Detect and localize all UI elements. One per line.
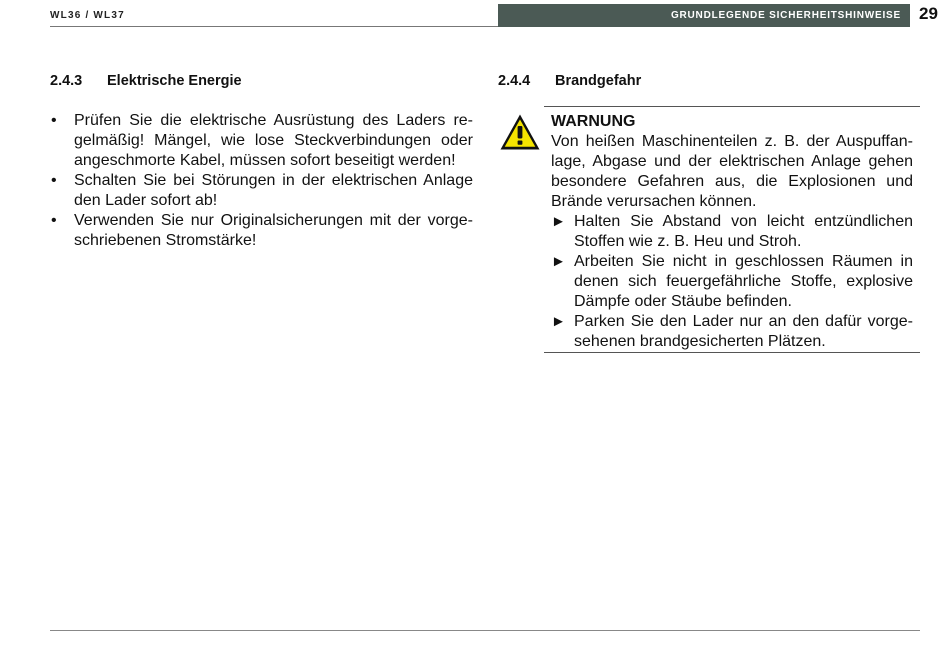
- warning-title: WARNUNG: [551, 113, 636, 130]
- action-item: [551, 312, 913, 352]
- list-item-text: Prüfen Sie die elektrische Ausrüstung des Laders regelmäßig! Mängel, wie lose Steckverbindungen oder angeschmorte Kabel, müssen sofort beseitigt werden!: [74, 112, 473, 169]
- chapter-title-bar: [498, 4, 910, 27]
- section-heading-fire: [498, 73, 641, 89]
- warning-content: [551, 112, 913, 352]
- bullet-marker: •: [51, 212, 57, 229]
- action-item: [551, 252, 913, 312]
- section-heading-electrical: [50, 73, 242, 89]
- list-item-text: Verwenden Sie nur Originalsicherungen mit der vorgeschriebenen Stromstärke!: [74, 212, 473, 249]
- footer-divider: [50, 630, 920, 631]
- list-item: [50, 111, 473, 171]
- arrow-right-icon: ►: [551, 213, 566, 230]
- list-item-text: Schalten Sie bei Störungen in der elektrischen Anlage den Lader sofort ab!: [74, 172, 473, 209]
- action-item-text: Halten Sie Abstand von leicht entzündlichen Stoffen wie z. B. Heu und Stroh.: [574, 213, 913, 250]
- chapter-title: GRUNDLEGENDE SICHERHEITSHINWEISE: [670, 10, 901, 21]
- page-number: 29: [919, 4, 938, 23]
- list-item: [50, 211, 473, 251]
- action-item-text: Parken Sie den Lader nur an den dafür vorgesehenen brandgesicherten Plätzen.: [574, 313, 913, 350]
- section-number: 2.4.3: [50, 73, 83, 89]
- section-number: 2.4.4: [498, 73, 531, 89]
- header-divider: [50, 26, 498, 27]
- document-model-label: WL36 / WL37: [50, 10, 125, 21]
- section-title: Elektrische Energie: [107, 73, 242, 89]
- arrow-right-icon: ►: [551, 313, 566, 330]
- fire-prevention-actions: [551, 212, 913, 352]
- arrow-right-icon: ►: [551, 253, 566, 270]
- action-item: [551, 212, 913, 252]
- bullet-marker: •: [51, 112, 57, 129]
- warning-triangle-icon: [499, 113, 541, 151]
- section-title: Brandgefahr: [555, 73, 642, 89]
- action-item-text: Arbeiten Sie nicht in geschlossen Räumen in denen sich feuergefährliche Stoffe, explosive Dämpfe oder Stäube befinden.: [574, 253, 913, 310]
- bullet-marker: •: [51, 172, 57, 189]
- warning-text: Von heißen Maschinenteilen z. B. der Auspuffanlage, Abgase und der elektrischen Anlage gehen besondere Gefahren aus, die Explosionen und Brände verursachen können.: [551, 133, 913, 210]
- list-item: [50, 171, 473, 211]
- electrical-safety-list: [50, 111, 473, 251]
